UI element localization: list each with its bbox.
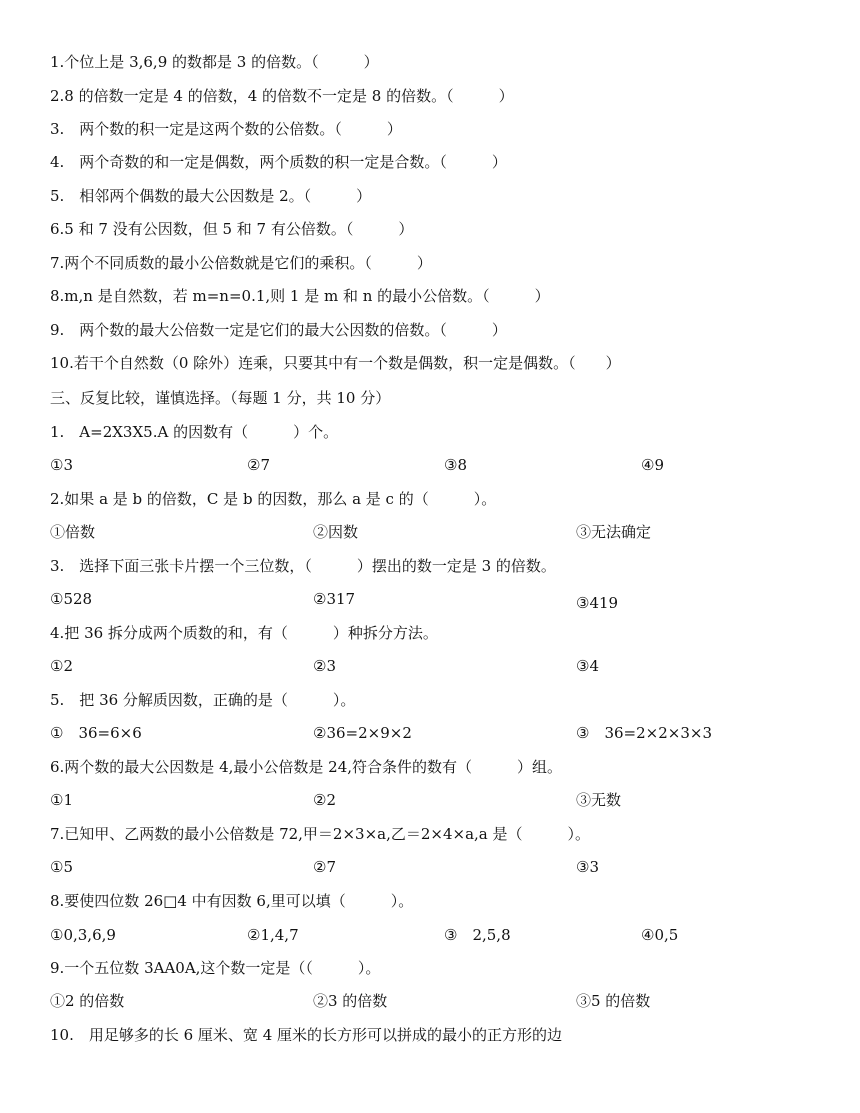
choice-4-option-3: ③4 <box>576 657 599 675</box>
choice-8-option-2: ②1,4,7 <box>247 926 299 944</box>
choice-2-option-3: ③无法确定 <box>576 523 652 541</box>
choice-question-6: 6.两个数的最大公因数是 4,最小公倍数是 24,符合条件的数有（ ）组。 <box>50 758 563 776</box>
judge-item-8: 8.m,n 是自然数，若 m=n=0.1,则 1 是 m 和 n 的最小公倍数。（ ） <box>50 287 550 305</box>
choice-1-option-4: ④9 <box>641 456 664 474</box>
choice-1-option-3: ③8 <box>444 456 467 474</box>
choice-question-1: 1. A=2X3X5.A 的因数有（ ）个。 <box>50 423 339 441</box>
choice-question-2: 2.如果 a 是 b 的倍数，C 是 b 的因数，那么 a 是 c 的（ ）。 <box>50 490 497 508</box>
choice-question-10: 10. 用足够多的长 6 厘米、宽 4 厘米的长方形可以拼成的最小的正方形的边 <box>50 1026 563 1044</box>
choice-7-option-2: ②7 <box>313 858 336 876</box>
choice-9-option-1: ①2 的倍数 <box>50 992 125 1010</box>
judge-item-4: 4. 两个奇数的和一定是偶数，两个质数的积一定是合数。（ ） <box>50 153 507 171</box>
choice-2-option-1: ①倍数 <box>50 523 96 541</box>
choice-3-option-3: ③419 <box>576 594 619 612</box>
choice-1-option-2: ②7 <box>247 456 270 474</box>
choice-2-option-2: ②因数 <box>313 523 359 541</box>
judge-item-3: 3. 两个数的积一定是这两个数的公倍数。（ ） <box>50 120 402 138</box>
judge-item-7: 7.两个不同质数的最小公倍数就是它们的乘积。（ ） <box>50 254 432 272</box>
judge-item-2: 2.8 的倍数一定是 4 的倍数，4 的倍数不一定是 8 的倍数。（ ） <box>50 87 514 105</box>
choice-6-option-2: ②2 <box>313 791 336 809</box>
choice-8-option-1: ①0,3,6,9 <box>50 926 116 944</box>
choice-5-option-2: ②36=2×9×2 <box>313 724 412 742</box>
choice-6-option-3: ③无数 <box>576 791 622 809</box>
choice-question-4: 4.把 36 拆分成两个质数的和，有（ ）种拆分方法。 <box>50 624 438 642</box>
choice-question-3: 3. 选择下面三张卡片摆一个三位数，（ ）摆出的数一定是 3 的倍数。 <box>50 557 556 575</box>
choice-6-option-1: ①1 <box>50 791 73 809</box>
choice-4-option-2: ②3 <box>313 657 336 675</box>
choice-7-option-3: ③3 <box>576 858 599 876</box>
choice-3-option-1: ①528 <box>50 590 93 608</box>
choice-question-5: 5. 把 36 分解质因数，正确的是（ ）。 <box>50 691 356 709</box>
judge-item-5: 5. 相邻两个偶数的最大公因数是 2。（ ） <box>50 187 372 205</box>
judge-item-9: 9. 两个数的最大公倍数一定是它们的最大公因数的倍数。（ ） <box>50 321 507 339</box>
judge-item-10: 10.若干个自然数（0 除外）连乘，只要其中有一个数是偶数，积一定是偶数。（ ） <box>50 354 621 372</box>
choice-7-option-1: ①5 <box>50 858 73 876</box>
choice-4-option-1: ①2 <box>50 657 73 675</box>
choice-9-option-3: ③5 的倍数 <box>576 992 651 1010</box>
choice-1-option-1: ①3 <box>50 456 73 474</box>
choice-question-9: 9.一个五位数 3AA0A,这个数一定是（（ ）。 <box>50 959 381 977</box>
choice-9-option-2: ②3 的倍数 <box>313 992 388 1010</box>
choice-5-option-1: ① 36=6×6 <box>50 724 142 742</box>
choice-question-8: 8.要使四位数 26□4 中有因数 6,里可以填（ ）。 <box>50 892 414 910</box>
section-title: 三、反复比较，谨慎选择。（每题 1 分，共 10 分） <box>50 389 391 407</box>
choice-8-option-4: ④0,5 <box>641 926 679 944</box>
choice-3-option-2: ②317 <box>313 590 356 608</box>
choice-8-option-3: ③ 2,5,8 <box>444 926 511 944</box>
judge-item-1: 1.个位上是 3,6,9 的数都是 3 的倍数。（ ） <box>50 53 379 71</box>
judge-item-6: 6.5 和 7 没有公因数，但 5 和 7 有公倍数。（ ） <box>50 220 414 238</box>
choice-5-option-3: ③ 36=2×2×3×3 <box>576 724 712 742</box>
choice-question-7: 7.已知甲、乙两数的最小公倍数是 72,甲＝2×3×a,乙＝2×4×a,a 是（ ）。 <box>50 825 591 843</box>
